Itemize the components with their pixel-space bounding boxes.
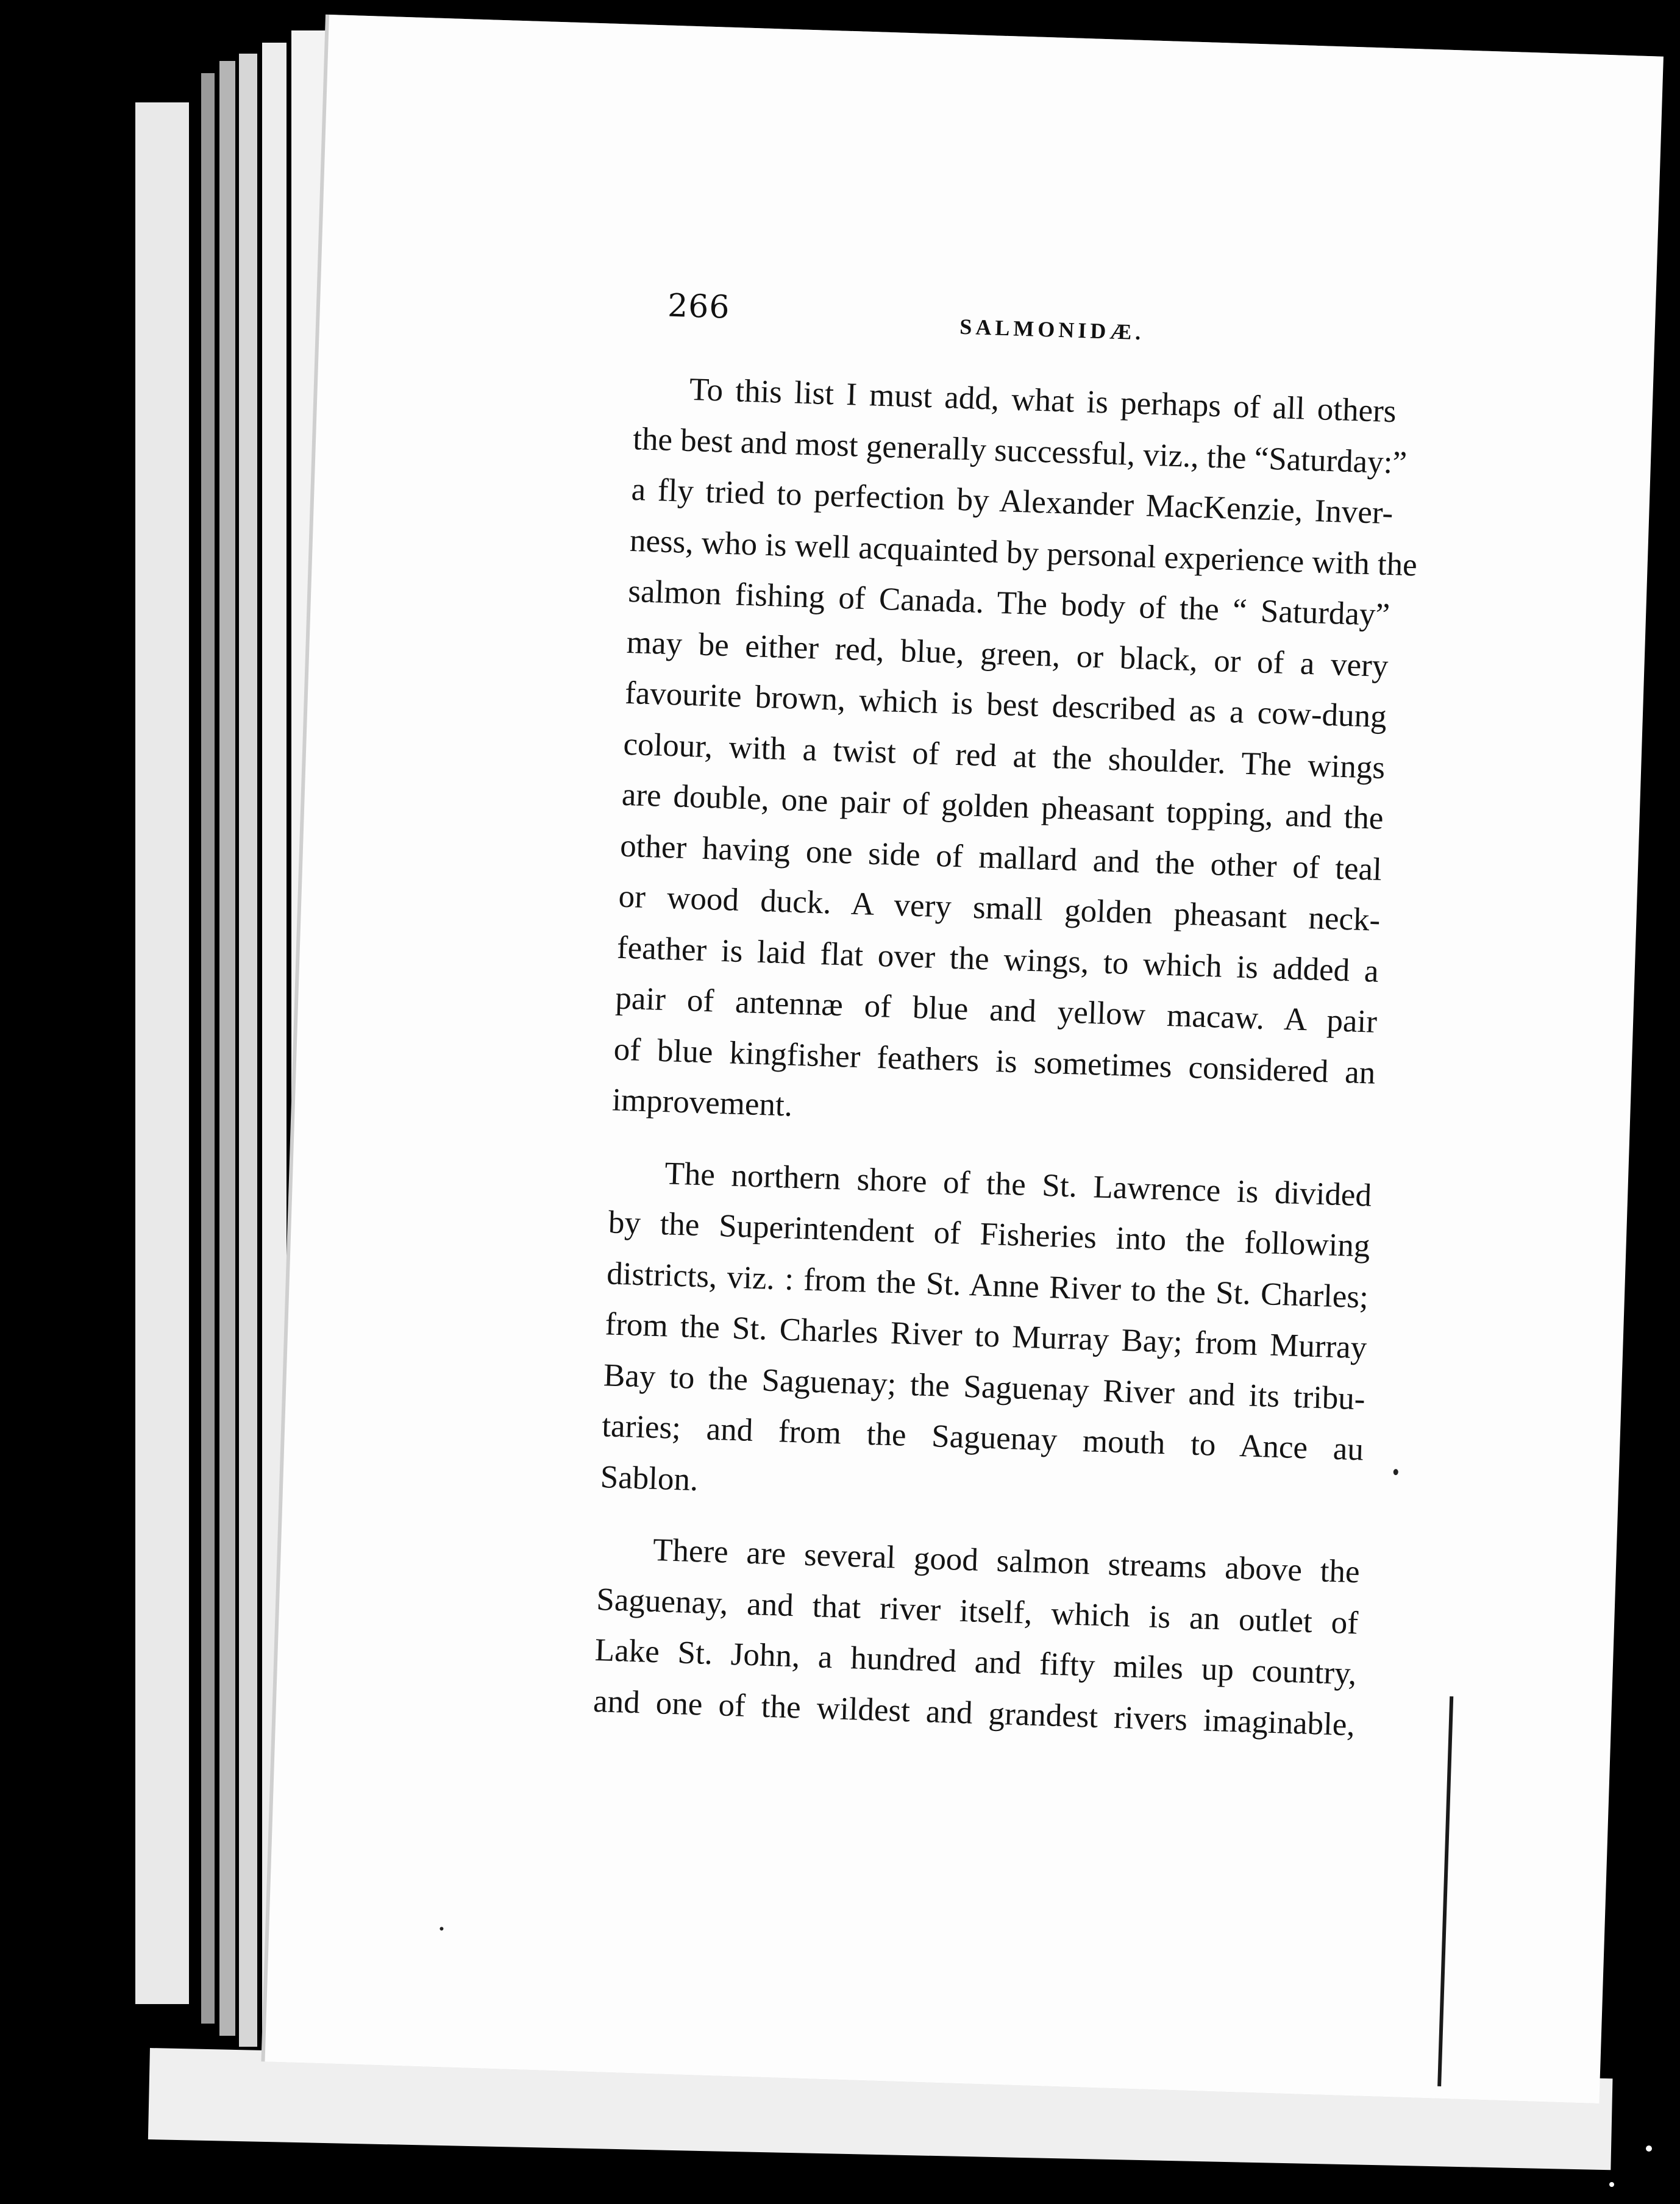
dust-speck: [1393, 1469, 1398, 1475]
text-line: The northern shore of the St. Lawrence is divided: [664, 1155, 1372, 1214]
text-line: taries; and from the Saguenay mouth to Ance au: [601, 1408, 1364, 1468]
text-line: other having one side of mallard and the other of teal: [619, 828, 1383, 887]
book-page: [265, 15, 1663, 2103]
text-line: the best and most generally successful, viz., the “Saturday:”: [632, 421, 1408, 481]
paragraph-3: [593, 1523, 1361, 1751]
text-line: favourite brown, which is best described as a cow-dung: [624, 675, 1387, 735]
text-line: are double, one pair of golden pheasant topping, and the: [621, 777, 1384, 836]
text-line: districts, viz. : from the St. Anne River to the St. Charles;: [606, 1255, 1369, 1315]
paragraph-1: [611, 363, 1418, 1150]
text-line: ness, who is well acquainted by personal experience with the: [629, 522, 1418, 583]
paragraph-2: [600, 1146, 1373, 1526]
text-line: feather is laid flat over the wings, to which is added a: [616, 930, 1379, 989]
text-line: may be either red, blue, green, or black, or of a very: [625, 624, 1389, 684]
text-line: from the St. Charles River to Murray Bay; from Murray: [604, 1306, 1368, 1366]
text-line: Sablon.: [599, 1459, 699, 1498]
page-fold-shadow: [1437, 1696, 1453, 2086]
text-line: improvement.: [611, 1082, 793, 1123]
dust-speck: [1609, 2182, 1614, 2187]
text-line: Bay to the Saguenay; the Saguenay River and its tribu-: [603, 1357, 1366, 1417]
text-line: To this list I must add, what is perhaps of all others: [689, 371, 1397, 430]
page-number: 266: [667, 287, 731, 326]
text-line: Lake St. John, a hundred and fifty miles up country,: [594, 1632, 1358, 1692]
book-page-edges: [219, 61, 235, 2036]
text-line: a fly tried to perfection by Alexander MacKenzie, Inver-: [630, 471, 1394, 531]
text-line: There are several good salmon streams above the: [652, 1532, 1361, 1590]
text-line: of blue kingfisher feathers is sometimes considered an: [613, 1031, 1376, 1091]
text-line: salmon fishing of Canada. The body of the “ Saturday”: [627, 573, 1390, 633]
text-line: or wood duck. A very small golden pheasant neck-: [618, 878, 1381, 938]
book-page-edges: [239, 54, 257, 2047]
book-page-edges: [201, 73, 215, 2024]
text-line: colour, with a twist of red at the shoulder. The wings: [622, 726, 1386, 786]
dust-speck: [440, 1927, 443, 1930]
text-line: pair of antennæ of blue and yellow macaw. A pair: [614, 980, 1378, 1040]
running-head: SALMONIDÆ.: [959, 314, 1145, 345]
body-text: [592, 363, 1418, 1771]
text-line: Saguenay, and that river itself, which is an outlet of: [596, 1581, 1359, 1641]
text-line: by the Superintendent of Fisheries into the following: [608, 1204, 1371, 1264]
dust-speck: [1646, 2145, 1652, 2152]
text-line: and one of the wildest and grandest rivers imaginable,: [593, 1683, 1356, 1743]
book-page-edges: [135, 102, 189, 2004]
